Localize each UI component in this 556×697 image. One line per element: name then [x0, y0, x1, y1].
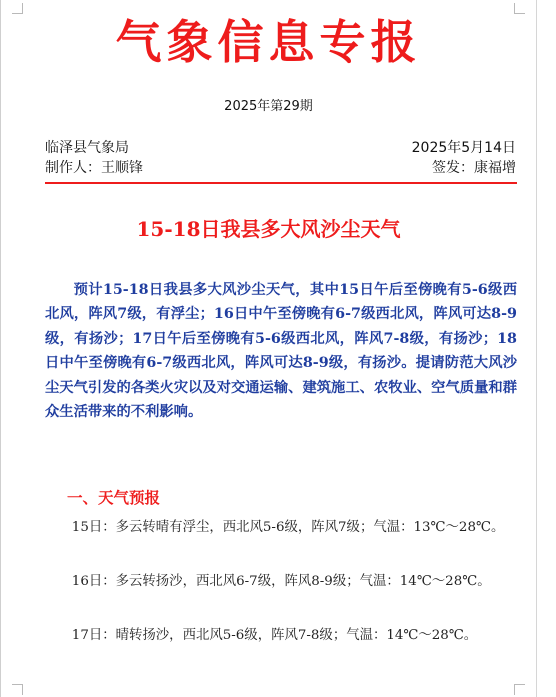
issuer: 临泽县气象局	[45, 140, 129, 156]
crop-mark-bottom-left	[12, 684, 23, 695]
author: 制作人：王顺锋	[45, 160, 143, 176]
article-headline: 15-18日我县多大风沙尘天气	[136, 217, 401, 241]
signer: 签发：康福增	[432, 160, 516, 176]
forecast-day-15: 15日：多云转晴有浮尘，西北风5-6级，阵风7级；气温：13℃～28℃。	[71, 520, 505, 535]
issue-date: 2025年5月14日	[411, 140, 516, 156]
red-divider	[45, 182, 517, 184]
masthead-title: 气象信息专报	[115, 15, 422, 69]
crop-mark-bottom-right	[514, 684, 525, 695]
forecast-day-16: 16日：多云转扬沙，西北风6-7级，阵风8-9级；气温：14℃～28℃。	[71, 574, 491, 589]
lead-paragraph: 预计15-18日我县多大风沙尘天气，其中15日午后至傍晚有5-6级西北风，阵风7级，有浮尘；16日中午至傍晚有6-7级西北风，阵风可达8-9级，有扬沙；17日午后至傍晚有5-6级西北风，阵风7-8级，有扬沙；18日中午至傍晚有6-7级西北风，阵风可达8-9级，有扬沙。提请防范大风沙尘天气引发的各类火灾以及对交通运输、建筑施工、农牧业、空气质量和群众生活带来的不利影响。	[45, 282, 517, 421]
issue-number: 2025年第29期	[224, 99, 313, 114]
section-heading: 一、天气预报	[67, 488, 161, 507]
forecast-day-17: 17日：晴转扬沙，西北风5-6级，阵风7-8级；气温：14℃～28℃。	[71, 628, 478, 643]
